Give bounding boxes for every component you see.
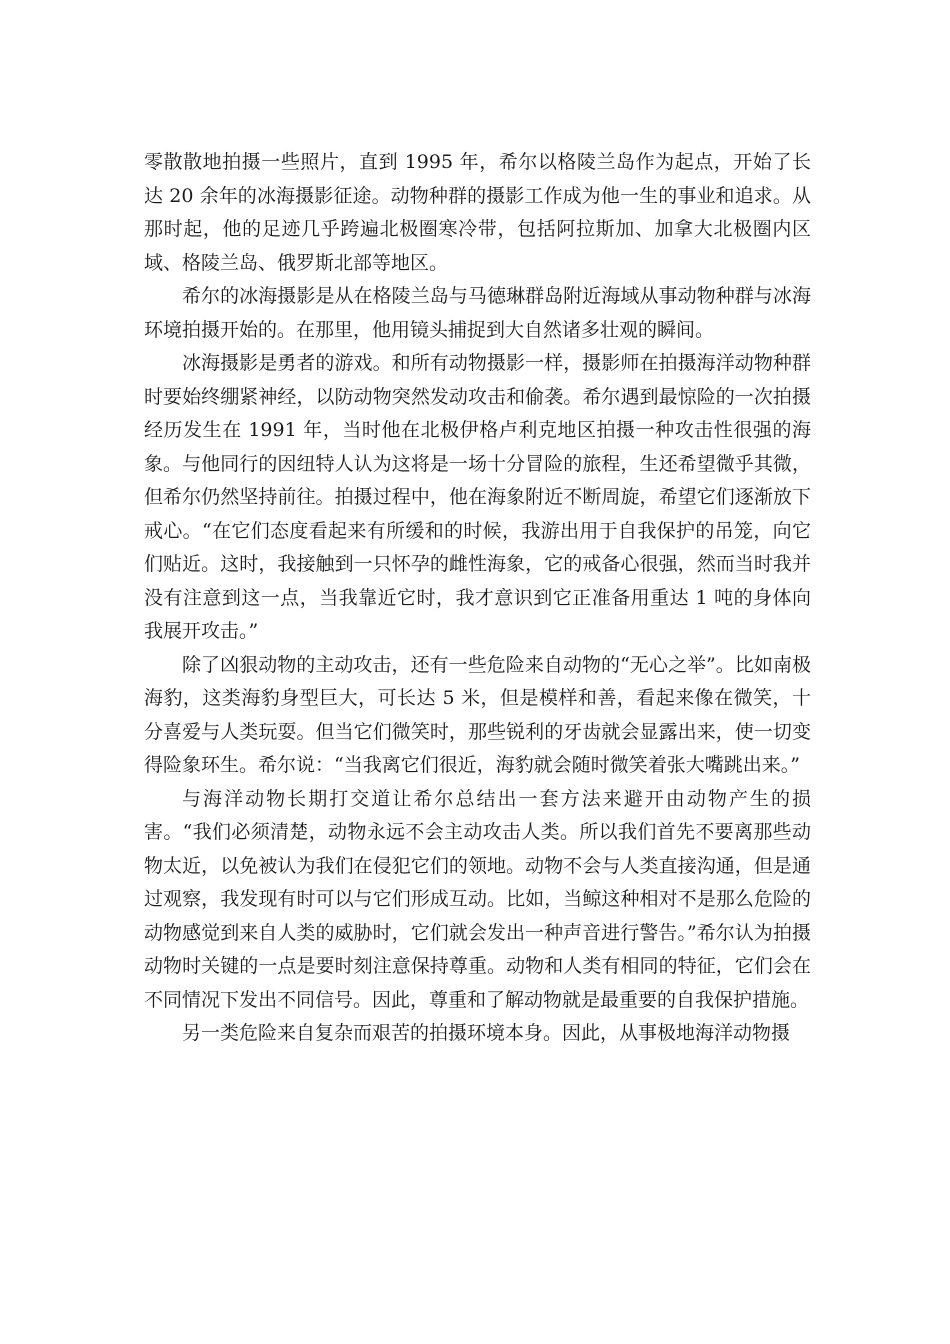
paragraph-6: 另一类危险来自复杂而艰苦的拍摄环境本身。因此，从事极地海洋动物摄 — [182, 1022, 791, 1044]
paragraph-1: 零散散地拍摄一些照片，直到 1995 年，希尔以格陵兰岛作为起点，开始了长达 20 余年的冰海摄影征途。动物种群的摄影工作成为他一生的事业和追求。从那时起，他的足迹几乎跨遍北极圈寒冷带，包括阿拉斯加、加拿大北极圈内区域、格陵兰岛、俄罗斯北部等地区。 — [144, 151, 811, 274]
paragraph-3: 冰海摄影是勇者的游戏。和所有动物摄影一样，摄影师在拍摄海洋动物种群时要始终绷紧神经，以防动物突然发动攻击和偷袭。希尔遇到最惊险的一次拍摄经历发生在 1991 年，当时他在北极伊格卢利克地区拍摄一种攻击性很强的海象。与他同行的因纽特人认为这将是一场十分冒险的旅程，生还希望微乎其微，但希尔仍然坚持前往。拍摄过程中，他在海象附近不断周旋，希望它们逐渐放下戒心。“在它们态度看起来有所缓和的时候，我游出用于自我保护的吊笼，向它们贴近。这时，我接触到一只怀孕的雌性海象，它的戒备心很强，然而当时我并没有注意到这一点，当我靠近它时，我才意识到它正准备用重达 1 吨的身体向我展开攻击。” — [144, 352, 811, 642]
document-page — [144, 146, 811, 1051]
paragraph-4: 除了凶狠动物的主动攻击，还有一些危险来自动物的“无心之举”。比如南极海豹，这类海豹身型巨大，可长达 5 米，但是模样和善，看起来像在微笑，十分喜爱与人类玩耍。但当它们微笑时，那些锐利的牙齿就会显露出来，使一切变得险象环生。希尔说：“当我离它们很近，海豹就会随时微笑着张大嘴跳出来。” — [144, 653, 811, 776]
paragraph-5: 与海洋动物长期打交道让希尔总结出一套方法来避开由动物产生的损害。“我们必须清楚，动物永远不会主动攻击人类。所以我们首先不要离那些动物太近，以免被认为我们在侵犯它们的领地。动物不会与人类直接沟通，但是通过观察，我发现有时可以与它们形成互动。比如，当鲸这种相对不是那么危险的动物感觉到来自人类的威胁时，它们就会发出一种声音进行警告。”希尔认为拍摄动物时关键的一点是要时刻注意保持尊重。动物和人类有相同的特征，它们会在不同情况下发出不同信号。因此，尊重和了解动物就是最重要的自我保护措施。 — [144, 787, 811, 1011]
paragraph-2: 希尔的冰海摄影是从在格陵兰岛与马德琳群岛附近海域从事动物种群与冰海环境拍摄开始的。在那里，他用镜头捕捉到大自然诸多壮观的瞬间。 — [144, 285, 811, 341]
